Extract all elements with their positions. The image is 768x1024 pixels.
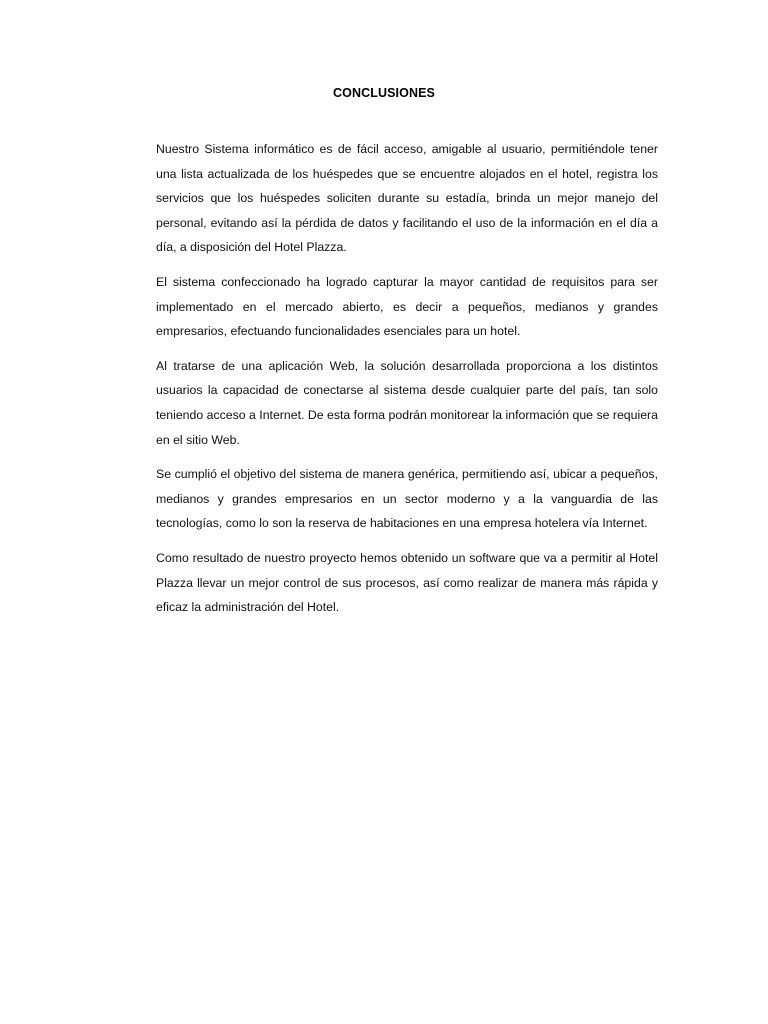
paragraph-2: El sistema confeccionado ha logrado capturar la mayor cantidad de requisitos para ser implementado en el mercado abierto, es decir a pequeños, medianos y grandes empresarios, efectuando funcionalidades esenciales para un hotel. xyxy=(156,274,658,339)
body-text xyxy=(156,137,658,630)
paragraph-1: Nuestro Sistema informático es de fácil acceso, amigable al usuario, permitiéndole tener una lista actualizada de los huéspedes que se encuentre alojados en el hotel, registra los servicios que los huéspedes soliciten durante su estadía, brinda un mejor manejo del personal, evitando así la pérdida de datos y facilitando el uso de la información en el día a día, a disposición del Hotel Plazza. xyxy=(156,142,658,255)
paragraph-5: Como resultado de nuestro proyecto hemos obtenido un software que va a permitir al Hotel Plazza llevar un mejor control de sus procesos, así como realizar de manera más rápida y eficaz la administración del Hotel. xyxy=(156,550,658,615)
paragraph-3: Al tratarse de una aplicación Web, la solución desarrollada proporciona a los distintos usuarios la capacidad de conectarse al sistema desde cualquier parte del país, tan solo teniendo acceso a Internet. De esta forma podrán monitorear la información que se requiera en el sitio Web. xyxy=(156,358,658,447)
paragraph-4: Se cumplió el objetivo del sistema de manera genérica, permitiendo así, ubicar a pequeños, medianos y grandes empresarios en un sector moderno y a la vanguardia de las tecnologías, como lo son la reserva de habitaciones en una empresa hotelera vía Internet. xyxy=(156,467,658,531)
page-title: CONCLUSIONES xyxy=(333,86,435,100)
